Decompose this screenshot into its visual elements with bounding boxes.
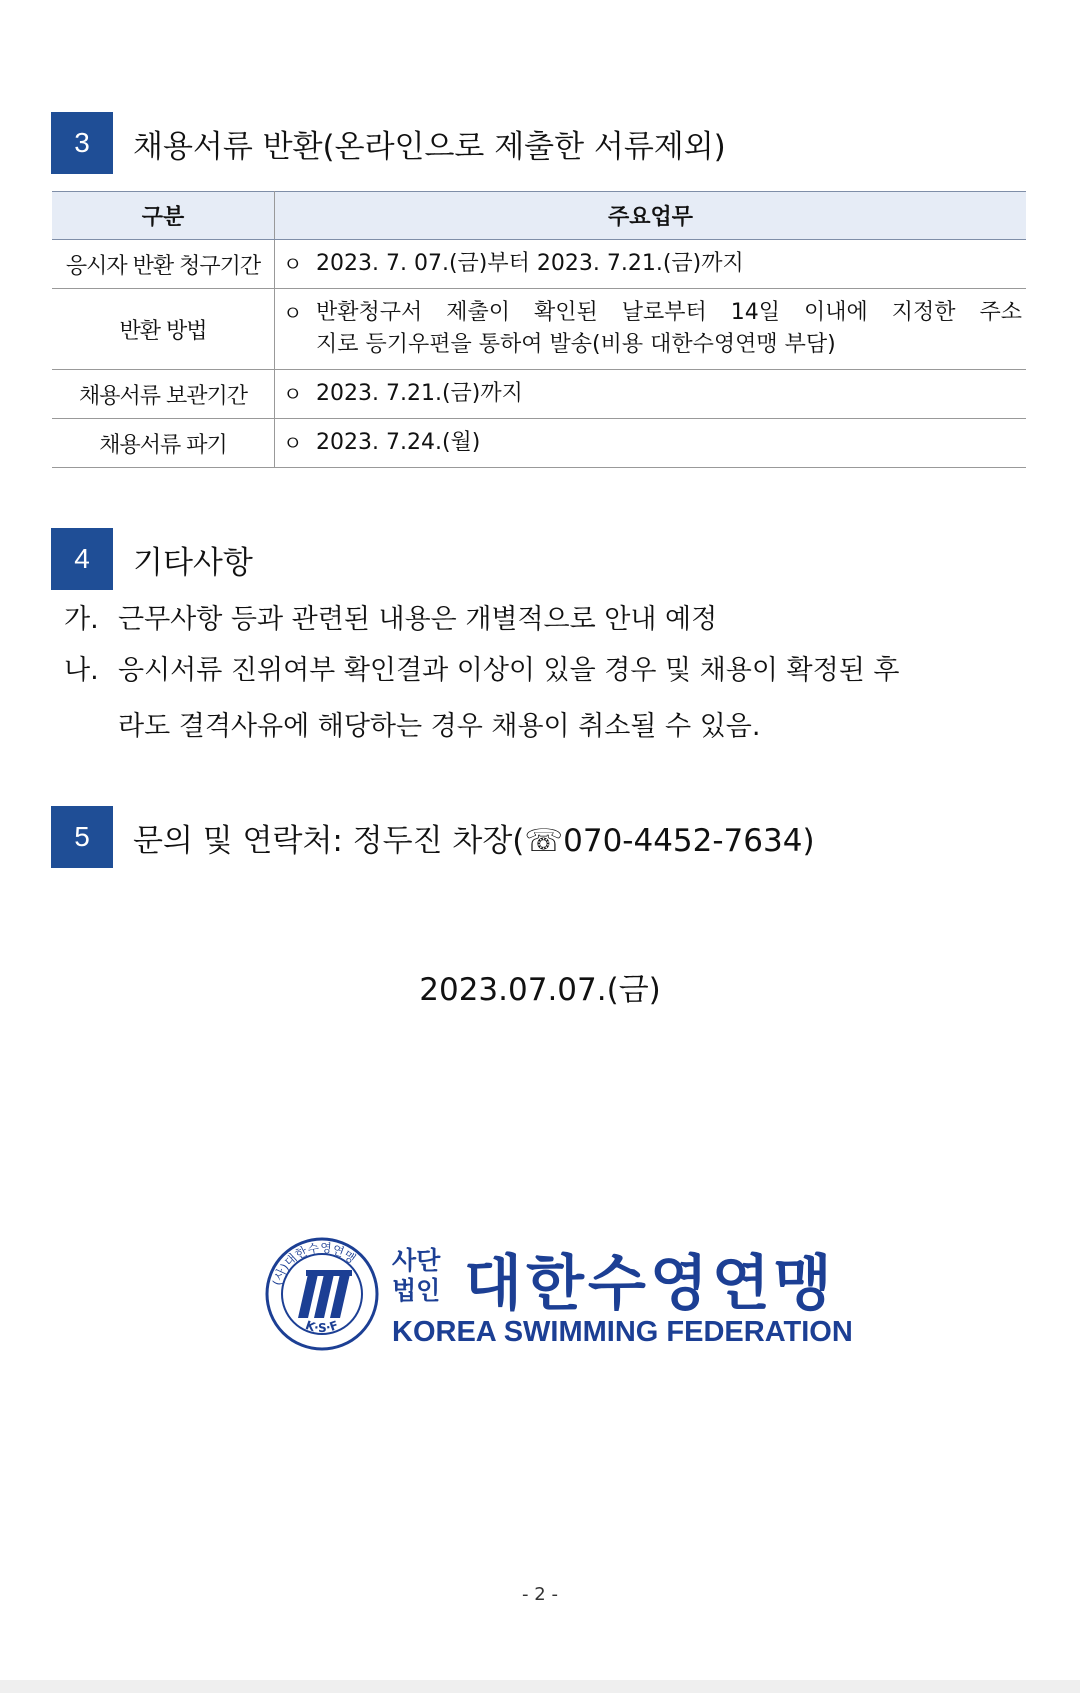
row-label: 채용서류 파기 (52, 419, 275, 468)
row-text-line: 지로 등기우편을 통하여 발송(비용 대한수영연맹 부담) (316, 332, 836, 357)
section-5-heading (51, 806, 815, 868)
row-content (275, 289, 1027, 370)
section-number-box: 4 (51, 528, 113, 590)
table-header-row (52, 192, 1026, 240)
page-number: - 2 - (522, 1584, 558, 1605)
ksf-emblem-icon (262, 1236, 382, 1352)
row-text-line: 반환청구서 제출이 확인된 날로부터 14일 이내에 지정한 주소 (316, 300, 1022, 325)
row-content (275, 240, 1027, 289)
row-text: 2023. 7. 07.(금)부터 2023. 7.21.(금)까지 (316, 251, 744, 276)
row-text: 2023. 7.24.(월) (316, 430, 481, 455)
svg-text:K·S·F (304, 1318, 340, 1335)
logo-small-line: 사단 (392, 1246, 441, 1275)
logo-english-name: KOREA SWIMMING FEDERATION (392, 1316, 853, 1348)
table-header-category: 구분 (52, 192, 275, 240)
page-bottom-strip (0, 1680, 1080, 1693)
row-text: 2023. 7.21.(금)까지 (316, 381, 523, 406)
section-number-box: 5 (51, 806, 113, 868)
logo-small-line: 법인 (392, 1276, 441, 1305)
table-header-duties: 주요업무 (275, 192, 1027, 240)
item-label: 나. (64, 655, 99, 686)
row-content (275, 419, 1027, 468)
section-title: 채용서류 반환(온라인으로 제출한 서류제외) (133, 128, 726, 165)
return-documents-table (52, 191, 1026, 468)
table-row (52, 240, 1026, 289)
bullet-icon: ㅇ (283, 252, 303, 276)
item-label: 가. (64, 604, 99, 635)
contact-title: 문의 및 연락처: 정두진 차장(☏070-4452-7634) (133, 822, 815, 859)
bullet-icon: ㅇ (283, 382, 303, 406)
row-label: 응시자 반환 청구기간 (52, 240, 275, 289)
bullet-icon: ㅇ (283, 431, 303, 455)
federation-logo (262, 1236, 872, 1352)
item-text: 근무사항 등과 관련된 내용은 개별적으로 안내 예정 (118, 604, 718, 635)
row-content (275, 370, 1027, 419)
list-item-continuation: 라도 결격사유에 해당하는 경우 채용이 취소될 수 있음. (118, 711, 761, 742)
emblem-bottom-text: K·S·F (303, 1317, 341, 1336)
list-item (64, 645, 1024, 697)
section-3-heading (51, 112, 726, 174)
section-title: 기타사항 (133, 544, 253, 581)
table-row (52, 419, 1026, 468)
row-label: 채용서류 보관기간 (52, 370, 275, 419)
logo-korean-name: 대한수영연맹 (464, 1249, 836, 1319)
item-text: 응시서류 진위여부 확인결과 이상이 있을 경우 및 채용이 확정된 후 (118, 655, 900, 686)
table-row (52, 370, 1026, 419)
section-number-box: 3 (51, 112, 113, 174)
bullet-icon: ㅇ (283, 301, 303, 325)
row-text-block (316, 297, 1026, 361)
section-4-heading (51, 528, 253, 590)
table-row (52, 289, 1026, 370)
document-date: 2023.07.07.(금) (419, 972, 661, 1008)
emblem-top-text: (사)대한수영연맹 (269, 1240, 359, 1287)
list-item (64, 594, 1024, 646)
logo-ko-small (392, 1246, 440, 1306)
row-label: 반환 방법 (52, 289, 275, 370)
